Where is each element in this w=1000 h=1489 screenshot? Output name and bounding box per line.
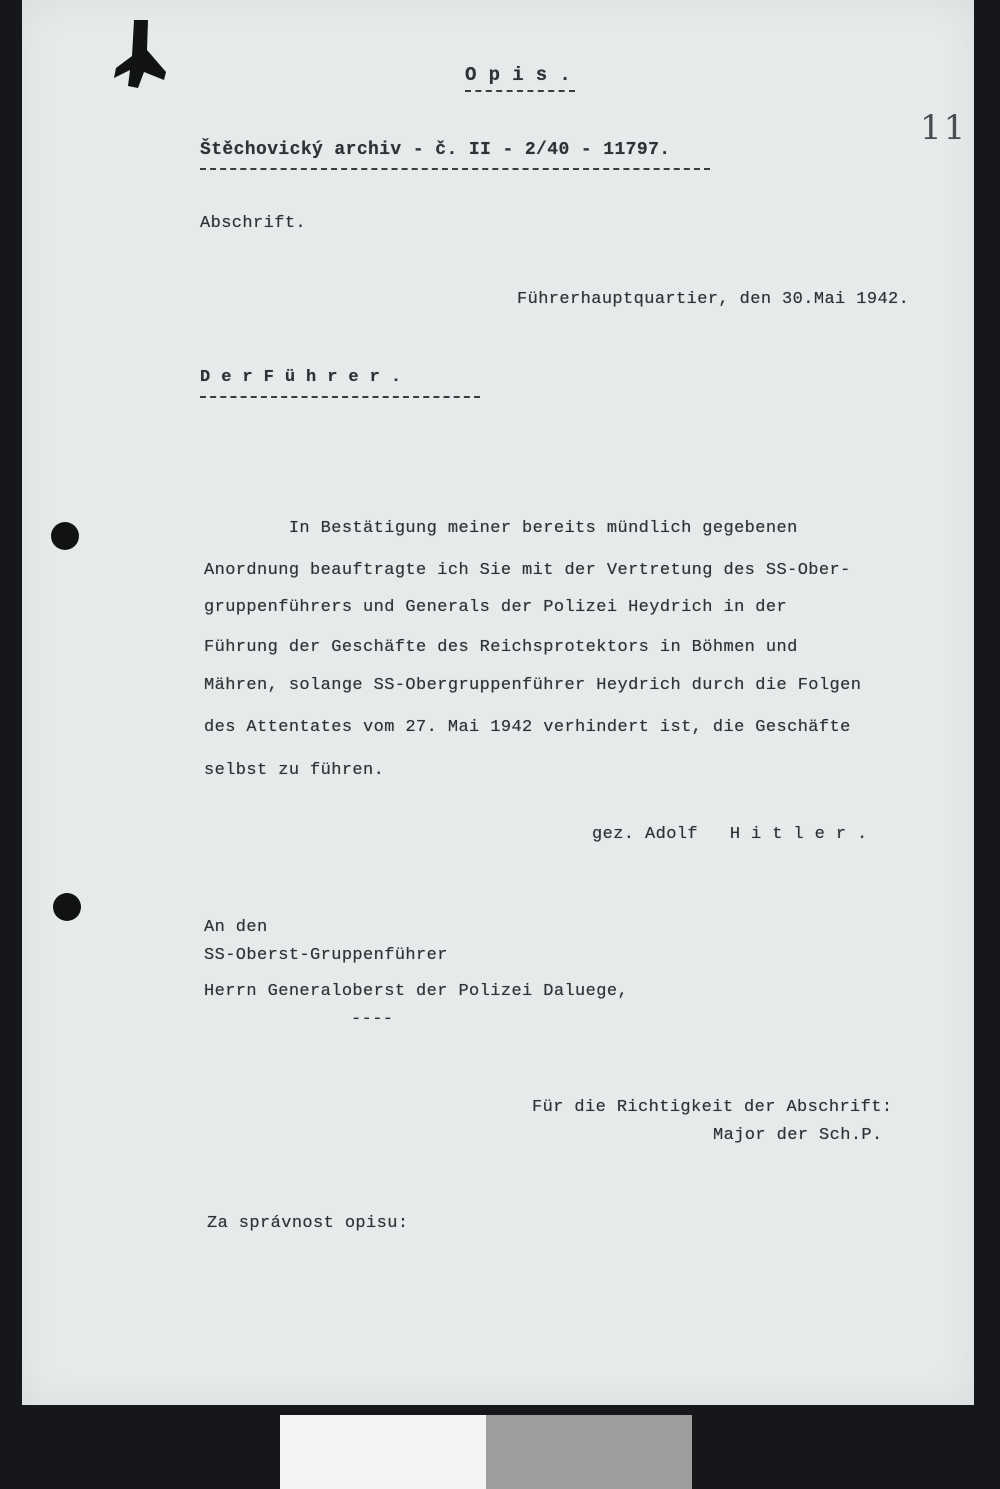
document-title: O p i s . bbox=[465, 64, 572, 86]
color-scale-gray-patch bbox=[486, 1415, 692, 1489]
recipient-rule: ---- bbox=[351, 1010, 394, 1029]
torn-corner-mark bbox=[114, 20, 170, 88]
sender-underline bbox=[200, 396, 480, 398]
title-underline bbox=[465, 90, 575, 92]
body-line: selbst zu führen. bbox=[204, 761, 385, 780]
body-line: gruppenführers und Generals der Polizei Heydrich in der bbox=[204, 598, 788, 617]
archive-reference: Štěchovický archiv - č. II - 2/40 - 11797. bbox=[200, 140, 671, 160]
sender-heading: D e r F ü h r e r . bbox=[200, 368, 402, 387]
color-scale-white-patch bbox=[280, 1415, 486, 1489]
body-line: Anordnung beauftragte ich Sie mit der Vertretung des SS-Ober- bbox=[204, 561, 851, 580]
body-line: des Attentates vom 27. Mai 1942 verhindert ist, die Geschäfte bbox=[204, 718, 851, 737]
place-date: Führerhauptquartier, den 30.Mai 1942. bbox=[517, 290, 910, 309]
recipient-line: SS-Oberst-Gruppenführer bbox=[204, 946, 448, 965]
signature-line: gez. Adolf H i t l e r . bbox=[592, 825, 868, 844]
punch-hole-bottom bbox=[53, 893, 81, 921]
archive-reference-underline bbox=[200, 168, 710, 170]
copy-label: Abschrift. bbox=[200, 214, 307, 233]
body-line: Mähren, solange SS-Obergruppenführer Heydrich durch die Folgen bbox=[204, 676, 862, 695]
recipient-line: An den bbox=[204, 918, 268, 937]
recipient-line: Herrn Generaloberst der Polizei Daluege, bbox=[204, 982, 629, 1001]
body-line: In Bestätigung meiner bereits mündlich gegebenen bbox=[204, 519, 798, 538]
body-line: Führung der Geschäfte des Reichsprotektors in Böhmen und bbox=[204, 638, 798, 657]
certification-signer: Major der Sch.P. bbox=[713, 1126, 883, 1145]
punch-hole-top bbox=[51, 522, 79, 550]
czech-certification: Za správnost opisu: bbox=[207, 1214, 409, 1233]
page-number: 11 bbox=[920, 108, 968, 148]
certification-line: Für die Richtigkeit der Abschrift: bbox=[532, 1098, 893, 1117]
document-sheet bbox=[22, 0, 974, 1405]
